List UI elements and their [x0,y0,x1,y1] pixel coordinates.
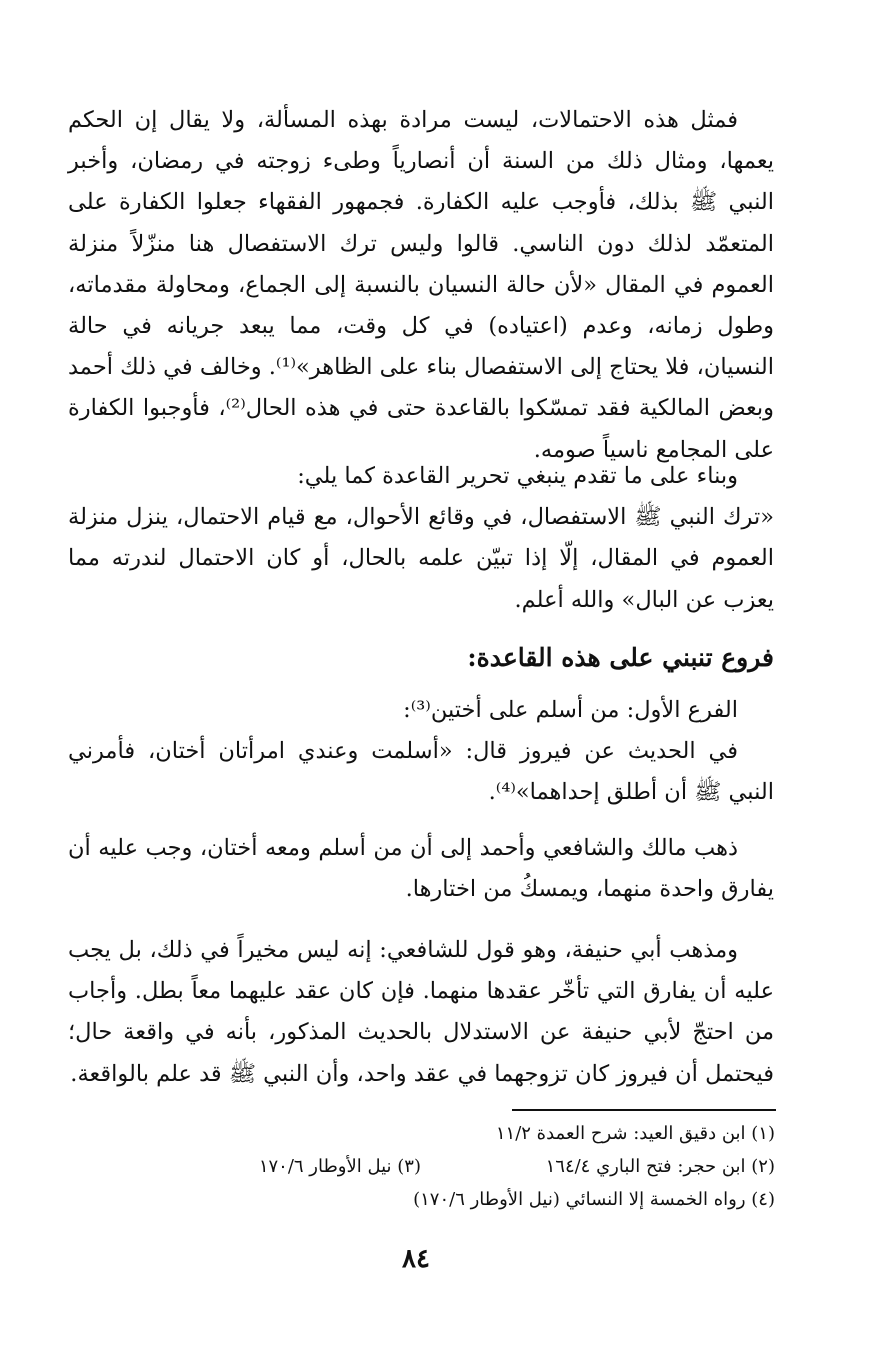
page-number: ٨٤ [402,1244,430,1274]
paragraph-block-1 [68,100,774,471]
paragraph-block-2 [68,456,774,621]
paragraph-opinion-1: ذهب مالك والشافعي وأحمد إلى أن من أسلم ومعه أختان، وجب عليه أن يفارق واحدة منهما، ويمسكُ من اختارها. [68,835,774,903]
paragraph-opinion-2: ومذهب أبي حنيفة، وهو قول للشافعي: إنه ليس مخيراً في ذلك، بل يجب عليه أن يفارق التي تأخّر عقدها منهما. فإن كان عقد عليهما معاً بطل. وأجاب من احتجّ لأبي حنيفة عن الاستدلال بالحديث المذكور، بأنه في واقعة حال؛ فيحتمل أن فيروز كان تزوجهما في عقد واحد، وأن النبي ﷺ قد علم بالواقعة. [68,937,774,1087]
paragraph-block-3 [68,690,774,814]
paragraph-1: فمثل هذه الاحتمالات، ليست مرادة بهذه المسألة، ولا يقال إن الحكم يعمها، ومثال ذلك من السنة أن أنصارياً وطىء زوجته في رمضان، وأخبر النبي ﷺ بذلك، فأوجب عليه الكفارة. فجمهور الفقهاء جعلوا الكفارة على المتعمّد لذلك دون الناسي. قالوا وليس ترك الاستفصال هنا منزّلاً منزلة العموم في المقال «لأن حالة النسيان بالنسبة إلى الجماع، ومحاولة مقدماته، وطول زمانه، وعدم (اعتياده) في كل وقت، مما يبعد جريانه في حالة النسيان، فلا يحتاج إلى الاستفصال بناء على الظاهر»⁽¹⁾. وخالف في ذلك أحمد وبعض المالكية فقد تمسّكوا بالقاعدة حتى في هذه الحال⁽²⁾، فأوجبوا الكفارة على المجامع ناسياً صومه. [68,107,775,463]
paragraph-block-5 [68,930,774,1095]
footnote-1: (١) ابن دقيق العيد: شرح العمدة ١١/٢ [495,1123,775,1144]
footnote-4: (٤) رواه الخمسة إلا النسائي (نيل الأوطار ١٧٠/٦) [413,1189,775,1210]
footnote-3: (٣) نيل الأوطار ١٧٠/٦ [258,1156,421,1177]
footnote-2: (٢) ابن حجر: فتح الباري ١٦٤/٤ [545,1156,775,1177]
paragraph-2: وبناء على ما تقدم ينبغي تحرير القاعدة كما يلي: [297,463,738,489]
footnote-separator [512,1109,776,1111]
section-heading: فروع تنبني على هذه القاعدة: [467,643,774,672]
rule-statement: «ترك النبي ﷺ الاستفصال، في وقائع الأحوال، مع قيام الاحتمال، ينزل منزلة العموم في المقال، إلّا إذا تبيّن علمه بالحال، أو كان الاحتمال لندرته مما يعزب عن البال» والله أعلم. [68,504,774,613]
branch-title: الفرع الأول: من أسلم على أختين⁽³⁾: [403,697,738,723]
paragraph-block-4 [68,828,774,910]
hadith-paragraph: في الحديث عن فيروز قال: «أسلمت وعندي امرأتان أختان، فأمرني النبي ﷺ أن أطلق إحداهما»⁽⁴⁾. [68,738,774,806]
